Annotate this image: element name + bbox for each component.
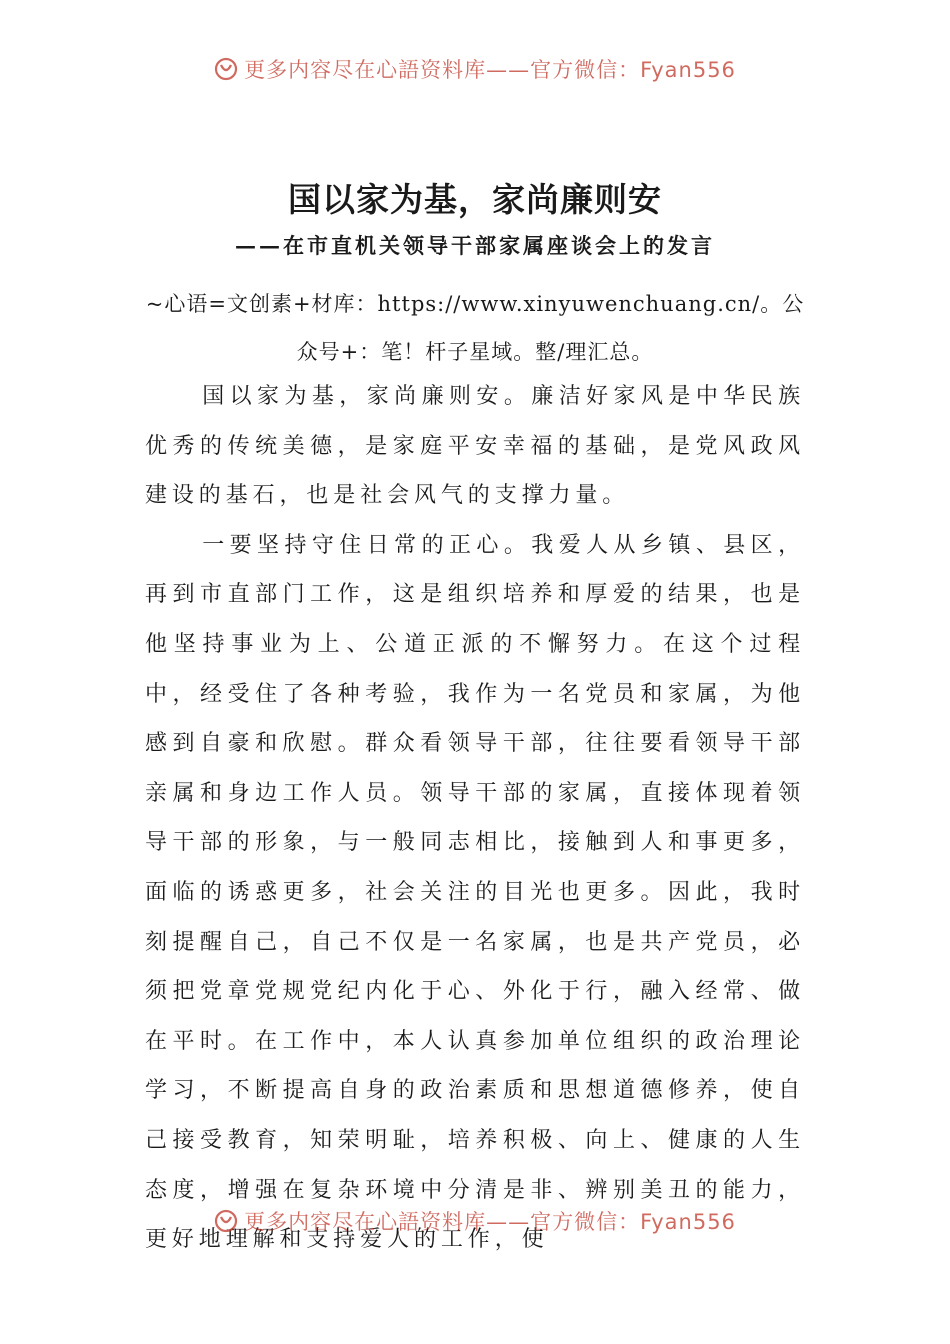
logo-icon [214,1209,238,1233]
document-title: 国以家为基，家尚廉则安 [288,180,662,219]
watermark-header [0,56,950,82]
paragraph: 国以家为基，家尚廉则安。廉洁好家风是中华民族优秀的传统美德，是家庭平安幸福的基础，是党风政风建设的基石，也是社会风气的支撑力量。 [145,384,805,509]
paragraph: 一要坚持守住日常的正心。我爱人从乡镇、县区，再到市直部门工作，这是组织培养和厚爱的结果，也是他坚持事业为上、公道正派的不懈努力。在这个过程中，经受住了各种考验，我作为一名党员和家属，为他感到自豪和欣慰。群众看领导干部，往往要看领导干部亲属和身边工作人员。领导干部的家属，直接体现着领导干部的形象，与一般同志相比，接触到人和事更多，面临的诱惑更多，社会关注的目光也更多。因此，我时刻提醒自己，自己不仅是一名家属，也是共产党员，必须把党章党规党纪内化于心、外化于行，融入经常、做在平时。在工作中，本人认真参加单位组织的政治理论学习，不断提高自身的政治素质和思想道德修养，使自己接受教育，知荣明耻，培养积极、向上、健康的人生态度，增强在复杂环境中分清是非、辨别美丑的能力，更好地理解和支持爱人的工作，使 [145,532,805,1253]
watermark-text: 更多内容尽在心語资料库——官方微信：Fyan556 [244,1210,736,1234]
document-subtitle: ——在市直机关领导干部家属座谈会上的发言 [235,233,715,258]
watermark-footer [0,1208,950,1234]
watermark-text: 更多内容尽在心語资料库——官方微信：Fyan556 [244,58,736,82]
logo-icon [214,57,238,81]
source-note: ~心语=文创素+材库：https://www.xinyuwenchuang.cn/。公众号+：笔！杆子星域。整/理汇总。 [145,292,805,364]
document-body [145,372,805,1265]
